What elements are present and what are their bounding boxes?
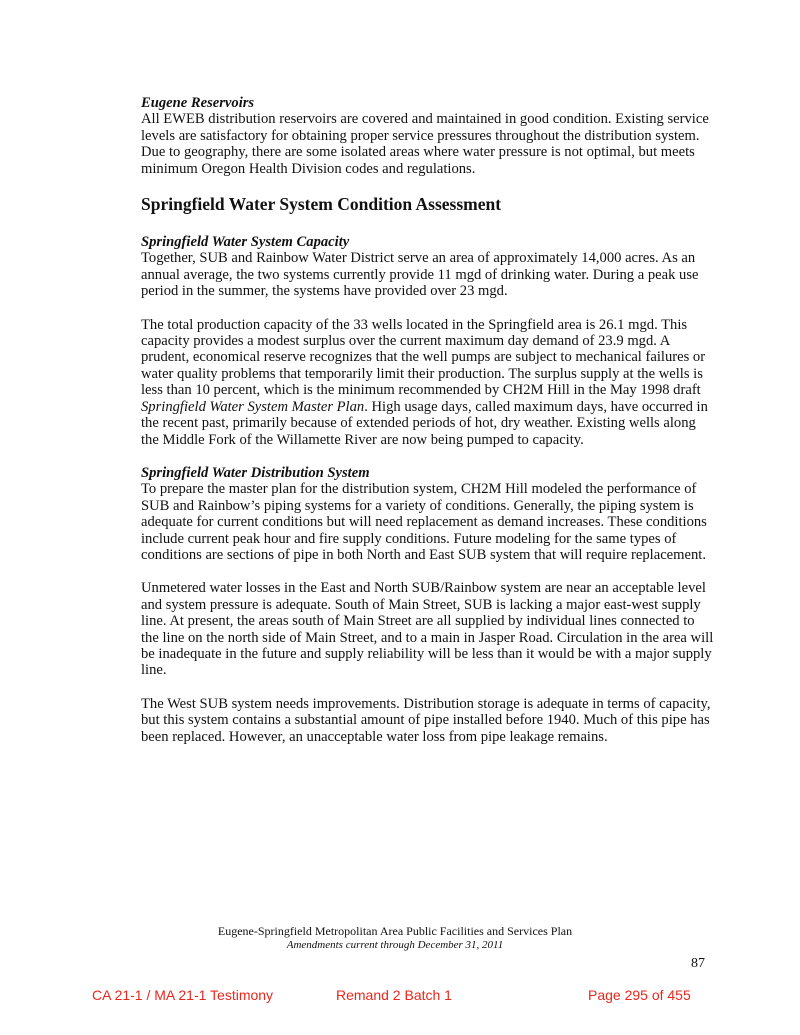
footer-subtitle: Amendments current through December 31, 2011 — [286, 939, 504, 951]
capacity-section — [141, 234, 716, 300]
capacity-para2-before: The total production capacity of the 33 wells located in the Springfield area is 26.1 mgd. This capacity provides a modest surplus over the current maximum day demand of 23.9 mgd. A prudent, economical reserve recognizes that the well pumps are subject to mechanical failures or water quality problems that temporarily limit their production. The surplus supply at the wells is less than 10 percent, which is the minimum recommended by CH2M Hill in the May 1998 draft — [141, 316, 706, 399]
distribution-paragraph-1: To prepare the master plan for the distribution system, CH2M Hill modeled the performance of SUB and Rainbow’s piping systems for a variety of conditions. Generally, the piping system is adequate for current conditions but will need replacement as demand increases. These conditions include current peak hour and fire supply conditions. Future modeling for the same types of conditions are sections of pipe in both North and East SUB system that will require replacement. — [141, 481, 707, 563]
distribution-paragraph-3: The West SUB system needs improvements. Distribution storage is adequate in terms of capacity, but this system contains a substantial amount of pipe installed before 1940. Much of this pipe has been replaced. However, an unacceptable water loss from pipe leakage remains. — [141, 695, 711, 745]
distribution-paragraph-2: Unmetered water losses in the East and North SUB/Rainbow system are near an acceptable level and system pressure is adequate. South of Main Street, SUB is lacking a major east-west supply line. At present, the areas south of Main Street are all supplied by individual lines connected to the line on the north side of Main Street, and to a main in Jasper Road. Circulation in the area will be inadequate in the future and supply reliability will be less than it would be with a major supply line. — [141, 580, 714, 679]
eugene-reservoirs-text: All EWEB distribution reservoirs are covered and maintained in good condition. Existing service levels are satisfactory for obtaining proper service pressures throughout the distribution system. Due to geography, there are some isolated areas where water pressure is not optimal, but meets minimum Oregon Health Division codes and regulations. — [141, 111, 709, 177]
testimony-label: CA 21-1 / MA 21-1 Testimony — [92, 987, 274, 1003]
page-number: 87 — [691, 956, 705, 971]
distribution-subhead: Springfield Water Distribution System — [141, 464, 370, 481]
document-body — [141, 95, 716, 762]
master-plan-title: Springfield Water System Master Plan — [141, 398, 365, 415]
footer-title: Eugene-Springfield Metropolitan Area Public Facilities and Services Plan — [217, 924, 573, 938]
capacity-subhead: Springfield Water System Capacity — [141, 234, 350, 251]
distribution-section — [141, 465, 716, 563]
section-heading: Springfield Water System Condition Assessment — [141, 194, 502, 215]
page-count-label: Page 295 of 455 — [588, 987, 691, 1003]
capacity-para2-after: . High usage days, called maximum days, have occurred in the recent past, primarily because of extended periods of hot, dry weather. Existing wells along the Middle Fork of the Willamette River are now being pumped to capacity. — [141, 398, 708, 448]
eugene-reservoirs-subhead: Eugene Reservoirs — [141, 95, 255, 111]
capacity-paragraph-1: Together, SUB and Rainbow Water District serve an area of approximately 14,000 acres. As an annual average, the two systems currently provide 11 mgd of drinking water. During a peak use period in the summer, the systems have provided over 23 mgd. — [141, 250, 699, 300]
capacity-paragraph-2 — [141, 317, 716, 448]
testimony-stamp — [0, 987, 800, 1007]
eugene-reservoirs-section — [141, 95, 716, 177]
remand-batch-label: Remand 2 Batch 1 — [336, 987, 452, 1003]
